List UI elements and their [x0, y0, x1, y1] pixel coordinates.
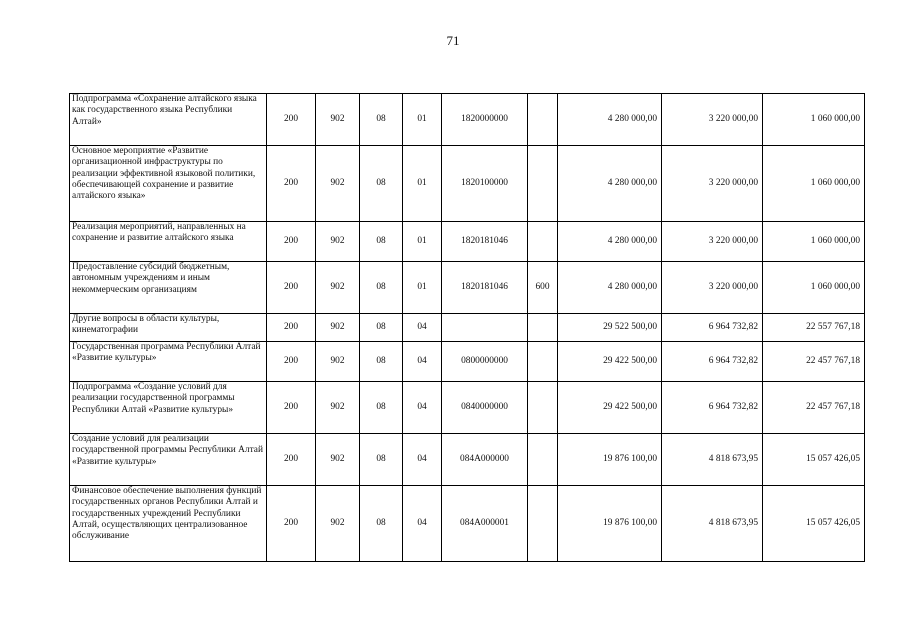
code-cell: 04: [403, 434, 442, 486]
amount-cell: 19 876 100,00: [558, 434, 662, 486]
code-cell: 200: [267, 222, 316, 262]
amount-cell: 3 220 000,00: [662, 146, 763, 222]
code-cell: 1820181046: [442, 262, 528, 314]
code-cell: 084А000000: [442, 434, 528, 486]
table-row: [70, 382, 865, 434]
table-row: [70, 262, 865, 314]
amount-cell: 6 964 732,82: [662, 314, 763, 342]
code-cell: 08: [360, 94, 403, 146]
row-name-cell: Другие вопросы в области культуры, кинематографии: [70, 314, 267, 342]
table-row: [70, 94, 865, 146]
row-name-cell: Финансовое обеспечение выполнения функций государственных органов Республики Алтай и государственных учреждений Республики Алтай, осуществляющих централизованное обслуживание: [70, 486, 267, 562]
table-row: [70, 434, 865, 486]
code-cell: 084А000001: [442, 486, 528, 562]
amount-cell: 29 522 500,00: [558, 314, 662, 342]
code-cell: 01: [403, 146, 442, 222]
code-cell: 04: [403, 314, 442, 342]
amount-cell: 29 422 500,00: [558, 342, 662, 382]
table-row: [70, 486, 865, 562]
code-cell: 902: [316, 486, 360, 562]
code-cell: 04: [403, 342, 442, 382]
code-cell: 200: [267, 262, 316, 314]
code-cell: 08: [360, 262, 403, 314]
amount-cell: 6 964 732,82: [662, 342, 763, 382]
amount-cell: 6 964 732,82: [662, 382, 763, 434]
amount-cell: 4 818 673,95: [662, 486, 763, 562]
code-cell: 200: [267, 342, 316, 382]
code-cell: 08: [360, 222, 403, 262]
code-cell: [528, 222, 558, 262]
code-cell: 902: [316, 262, 360, 314]
amount-cell: 3 220 000,00: [662, 262, 763, 314]
page-number: 71: [446, 33, 460, 48]
code-cell: [528, 146, 558, 222]
code-cell: 0800000000: [442, 342, 528, 382]
code-cell: [528, 486, 558, 562]
row-name-cell: Государственная программа Республики Алтай «Развитие культуры»: [70, 342, 267, 382]
code-cell: 1820100000: [442, 146, 528, 222]
code-cell: 08: [360, 342, 403, 382]
row-name-cell: Реализация мероприятий, направленных на сохранение и развитие алтайского языка: [70, 222, 267, 262]
code-cell: 200: [267, 382, 316, 434]
code-cell: 01: [403, 94, 442, 146]
code-cell: 04: [403, 382, 442, 434]
table-row: [70, 342, 865, 382]
amount-cell: 15 057 426,05: [763, 486, 865, 562]
code-cell: 1820181046: [442, 222, 528, 262]
table-row: [70, 222, 865, 262]
code-cell: [528, 314, 558, 342]
amount-cell: 29 422 500,00: [558, 382, 662, 434]
row-name-cell: Создание условий для реализации государственной программы Республики Алтай «Развитие культуры»: [70, 434, 267, 486]
amount-cell: 4 280 000,00: [558, 262, 662, 314]
code-cell: 08: [360, 434, 403, 486]
code-cell: 902: [316, 222, 360, 262]
code-cell: 01: [403, 262, 442, 314]
table-row: [70, 146, 865, 222]
code-cell: 1820000000: [442, 94, 528, 146]
amount-cell: 22 557 767,18: [763, 314, 865, 342]
amount-cell: 3 220 000,00: [662, 222, 763, 262]
code-cell: 902: [316, 434, 360, 486]
row-name-cell: Подпрограмма «Сохранение алтайского языка как государственного языка Республики Алтай»: [70, 94, 267, 146]
code-cell: 902: [316, 94, 360, 146]
amount-cell: 4 280 000,00: [558, 146, 662, 222]
code-cell: 902: [316, 342, 360, 382]
code-cell: [528, 342, 558, 382]
table-row: [70, 314, 865, 342]
code-cell: [528, 434, 558, 486]
code-cell: 08: [360, 382, 403, 434]
amount-cell: 1 060 000,00: [763, 146, 865, 222]
code-cell: 08: [360, 146, 403, 222]
row-name-cell: Основное мероприятие «Развитие организационной инфраструктуры по реализации эффективной языковой политики, обеспечивающей сохранение и развитие алтайского языка»: [70, 146, 267, 222]
amount-cell: 1 060 000,00: [763, 222, 865, 262]
amount-cell: 4 280 000,00: [558, 94, 662, 146]
code-cell: [442, 314, 528, 342]
code-cell: 04: [403, 486, 442, 562]
amount-cell: 22 457 767,18: [763, 382, 865, 434]
code-cell: 902: [316, 146, 360, 222]
code-cell: 08: [360, 486, 403, 562]
code-cell: 902: [316, 382, 360, 434]
code-cell: 902: [316, 314, 360, 342]
row-name-cell: Подпрограмма «Создание условий для реализации государственной программы Республики Алтай «Развитие культуры»: [70, 382, 267, 434]
amount-cell: 19 876 100,00: [558, 486, 662, 562]
code-cell: 200: [267, 146, 316, 222]
code-cell: 600: [528, 262, 558, 314]
amount-cell: 3 220 000,00: [662, 94, 763, 146]
code-cell: 200: [267, 314, 316, 342]
code-cell: 200: [267, 94, 316, 146]
code-cell: 200: [267, 434, 316, 486]
amount-cell: 4 280 000,00: [558, 222, 662, 262]
amount-cell: 15 057 426,05: [763, 434, 865, 486]
budget-table: [69, 93, 865, 562]
code-cell: [528, 382, 558, 434]
row-name-cell: Предоставление субсидий бюджетным, автономным учреждениям и иным некоммерческим организациям: [70, 262, 267, 314]
amount-cell: 1 060 000,00: [763, 262, 865, 314]
code-cell: 01: [403, 222, 442, 262]
amount-cell: 1 060 000,00: [763, 94, 865, 146]
amount-cell: 22 457 767,18: [763, 342, 865, 382]
code-cell: [528, 94, 558, 146]
amount-cell: 4 818 673,95: [662, 434, 763, 486]
code-cell: 200: [267, 486, 316, 562]
code-cell: 0840000000: [442, 382, 528, 434]
code-cell: 08: [360, 314, 403, 342]
